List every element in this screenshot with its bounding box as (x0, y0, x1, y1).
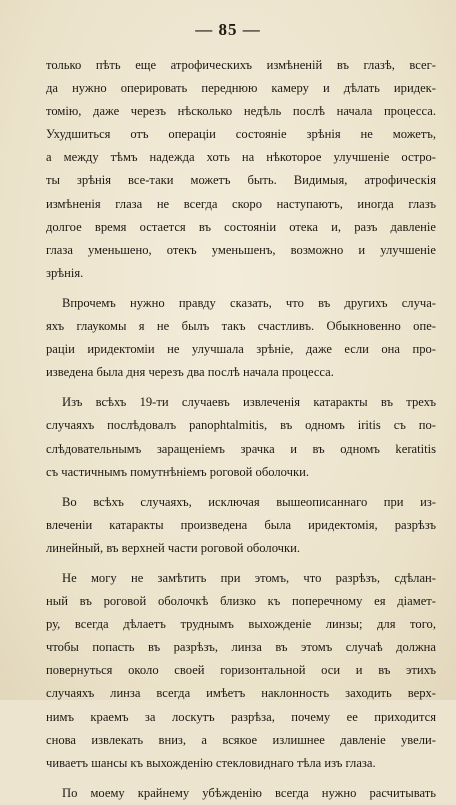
text-line: Изъ всѣхъ 19-ти случаевъ извлеченія катаракты въ трехъ (62, 395, 436, 410)
text-line: а между тѣмъ надежда хоть на нѣкоторое улучшеніе остро- (46, 150, 436, 165)
page-number: — 85 — (195, 20, 261, 39)
text-line: ный въ роговой оболочкѣ близко къ поперечному ея діамет- (46, 594, 436, 609)
text-line: Не могу не замѣтить при этомъ, что разрѣзъ, сдѣлан- (62, 570, 436, 585)
text-line: измѣненія глаза не всегда скоро наступаютъ, иногда глазъ (46, 196, 436, 211)
paragraph (46, 391, 436, 483)
text-line: да нужно оперировать переднюю камеру и дѣлать иридек- (46, 81, 436, 96)
text-line: глаза уменьшено, отекъ уменьшенъ, возможно и улучшеніе (46, 242, 436, 257)
paragraph (46, 292, 436, 384)
text-line: По моему крайнему убѣжденію всегда нужно расчитывать (62, 785, 436, 800)
text-line: яхъ глаукомы я не былъ такъ счастливъ. Обыкновенно опе- (46, 319, 436, 334)
text-line: нимъ краемъ за лоскутъ разрѣза, почему ее приходится (46, 709, 436, 724)
text-line: случаяхъ линза всегда имѣетъ наклонность заходить верх- (46, 686, 436, 701)
body-text (46, 54, 436, 805)
paragraph (46, 567, 436, 775)
text-line: влеченіи катаракты произведена была иридектомія, разрѣзъ (46, 517, 436, 532)
text-line: томію, даже черезъ нѣсколько недѣль послѣ начала процесса. (46, 104, 436, 119)
text-line: ру, всегда дѣлаетъ труднымъ выхожденіе линзы; для того, (46, 617, 436, 632)
paragraph (46, 54, 436, 285)
text-line: чиваетъ шансы къ выхожденію стекловиднаго тѣла изъ глаза. (46, 755, 376, 770)
text-line: снова извлекать вниз, а всякое излишнее давленіе увели- (46, 732, 436, 747)
text-line: съ частичнымъ помутнѣніемъ роговой оболочки. (46, 464, 309, 479)
text-line: чтобы попасть въ разрѣзъ, линза въ этомъ случаѣ должна (46, 640, 436, 655)
text-line: ты зрѣнія все-таки можетъ быть. Видимыя, атрофическія (46, 173, 436, 188)
text-line: случаяхъ послѣдовалъ panophtalmitis, въ одномъ iritis съ по- (46, 418, 436, 433)
paragraph (46, 491, 436, 560)
text-line: Ухудшиться отъ операціи состояніе зрѣнія не можетъ, (46, 127, 436, 142)
paragraph (46, 782, 436, 805)
text-line: линейный, въ верхней части роговой оболочки. (46, 540, 301, 555)
text-line: долгое время остается въ состояніи отека и, разъ давленіе (46, 219, 436, 234)
text-line: Впрочемъ нужно правду сказать, что въ другихъ случа- (62, 295, 436, 310)
text-line: слѣдовательнымъ заращеніемъ зрачка и въ одномъ keratitis (46, 441, 436, 456)
text-line: только пѣть еще атрофическихъ измѣненій въ глазѣ, всег- (46, 58, 436, 72)
text-line: Во всѣхъ случаяхъ, исключая вышеописаннаго при из- (62, 494, 436, 509)
text-line: зрѣнія. (46, 265, 84, 280)
text-line: изведена была дня черезъ два послѣ начала процесса. (46, 365, 334, 380)
text-line: повернуться около своей горизонтальной оси и въ этихъ (46, 663, 436, 678)
text-line: раціи иридектоміи не улучшала зрѣніе, даже если она про- (46, 342, 436, 357)
